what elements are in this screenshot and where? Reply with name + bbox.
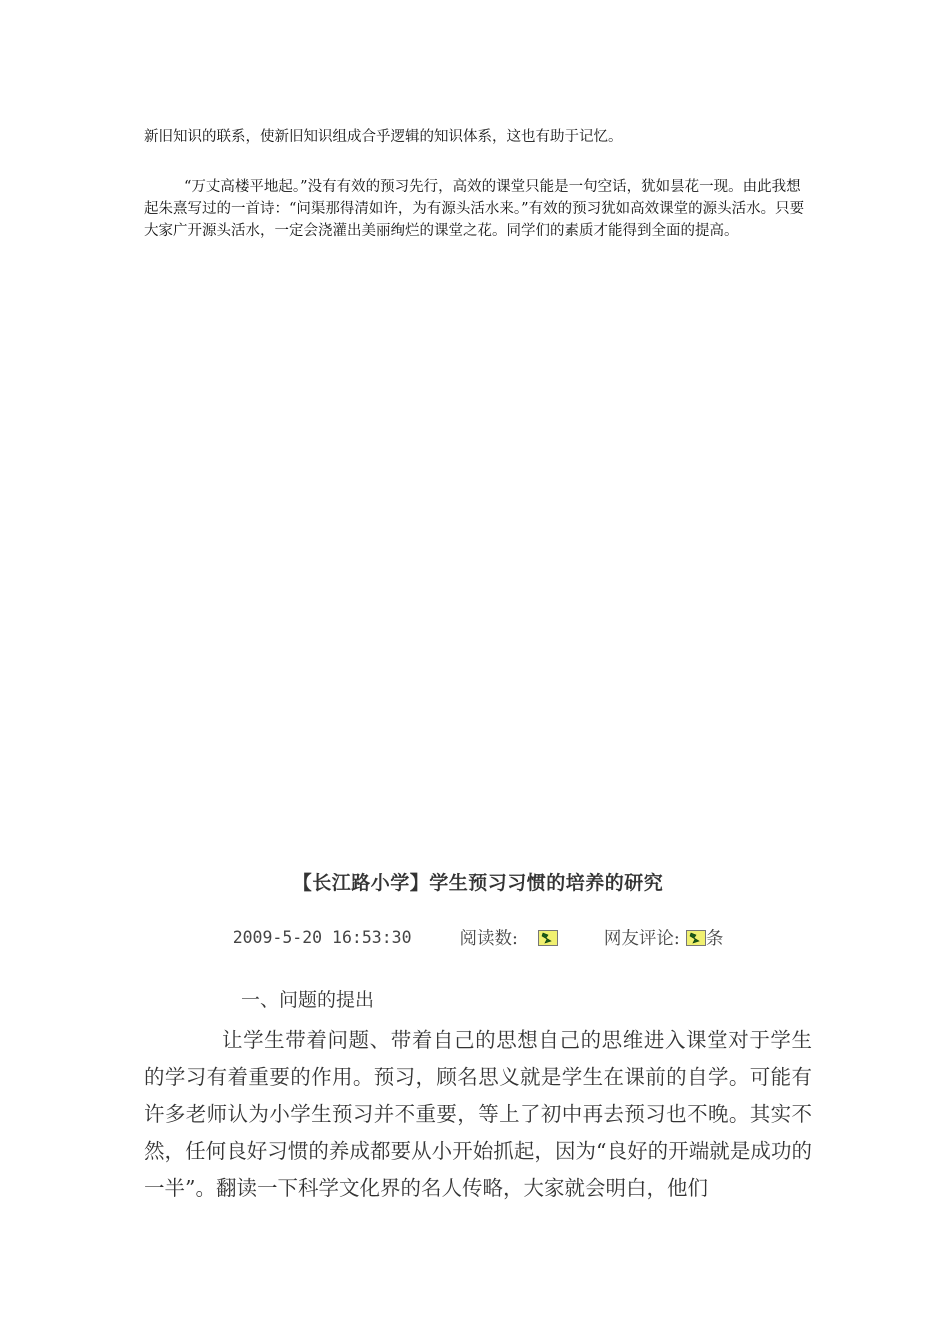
image-placeholder-icon: [686, 930, 706, 946]
article-body: 让学生带着问题、带着自己的思想自己的思维进入课堂对于学生的学习有着重要的作用。预习，顾名思义就是学生在课前的自学。可能有许多老师认为小学生预习并不重要，等上了初中再去预习也不晚。其实不然，任何良好习惯的养成都要从小开始抓起，因为“良好的开端就是成功的一半”。翻读一下科学文化界的名人传略，大家就会明白，他们: [144, 1028, 812, 1200]
article-meta: [144, 925, 812, 950]
article-title: 【长江路小学】学生预习习惯的培养的研究: [292, 872, 664, 894]
section-heading: 一、问题的提出: [241, 989, 375, 1011]
comment-count-label: 网友评论:: [603, 929, 680, 949]
comment-count-suffix: 条: [705, 929, 724, 949]
paragraph-top-line: 新旧知识的联系，使新旧知识组成合乎逻辑的知识体系，这也有助于记忆。: [144, 129, 623, 145]
read-count-label: 阅读数:: [459, 929, 518, 949]
article-date: 2009-5-20 16:53:30: [232, 928, 412, 947]
image-placeholder-icon: [538, 930, 558, 946]
paragraph-quote: “万丈高楼平地起。”没有有效的预习先行，高效的课堂只能是一句空话，犹如昙花一现。由此我想起朱熹写过的一首诗：“问渠那得清如许，为有源头活水来。”有效的预习犹如高效课堂的源头活水。只要大家广开源头活水，一定会浇灌出美丽绚烂的课堂之花。同学们的素质才能得到全面的提高。: [144, 179, 805, 239]
